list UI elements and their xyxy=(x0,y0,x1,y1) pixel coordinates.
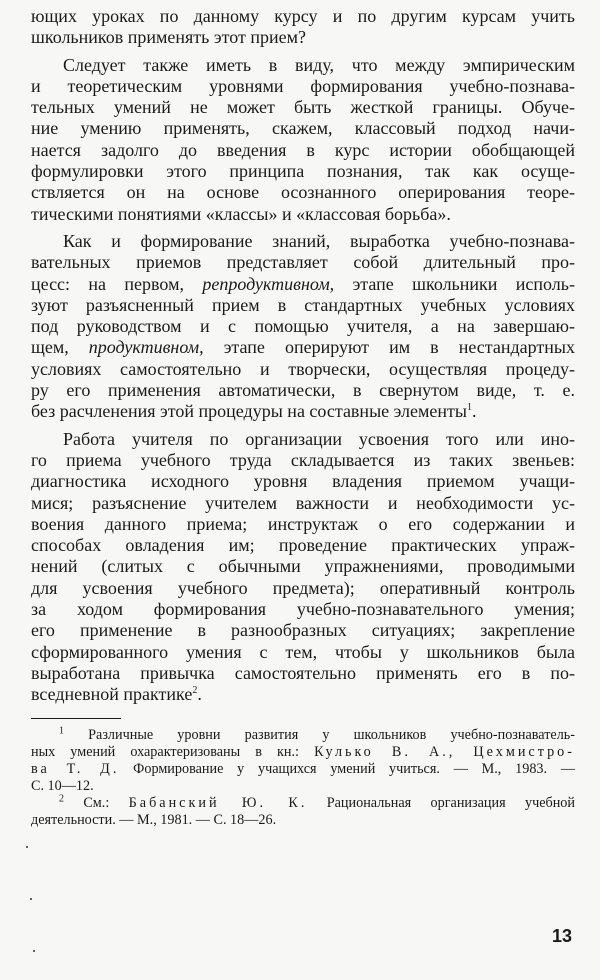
footnote-ref-2: 2 xyxy=(192,685,198,697)
text-line: цесс: на первом, репродуктивном, этапе школьники исполь- xyxy=(31,273,575,294)
page-number: 13 xyxy=(551,926,572,946)
text-line: ющих уроках по данному курсу и по другим курсам учить xyxy=(31,6,575,26)
emphasis-reproductive: репродуктивном, xyxy=(202,273,335,294)
footnote-line: $^1$ Различные уровни развития у школьников учебно-познаватель- xyxy=(59,724,575,743)
footnote-line: С. 10—12. xyxy=(31,777,94,794)
text-line: за ходом формирования учебно-познавательного умения; xyxy=(31,599,575,620)
footnote-line: деятельности. — М., 1981. — С. 18—26. xyxy=(31,811,277,828)
text-line: зуют разъясненный прием в стандартных учебных условиях xyxy=(31,294,575,315)
footnote-line: $^2$ См.: Бабанский Ю. К. Рациональная организация учебной xyxy=(59,792,575,811)
text-line: воения данного приема; инструктаж о его содержании и xyxy=(31,513,575,534)
text-line: мися; разъяснение учителем важности и необходимости ус- xyxy=(31,492,575,513)
emphasis-productive: продуктивном, xyxy=(88,337,204,358)
text-line: условиях самостоятельно и творчески, осуществляя процеду- xyxy=(31,358,575,379)
text-line: Следует также иметь в виду, что между эмпирическим xyxy=(63,54,575,75)
paragraph-teacher-work xyxy=(31,429,575,706)
text-line: под руководством и с помощью учителя, а на завершаю- xyxy=(31,316,575,337)
footnote-2 xyxy=(31,792,575,829)
text-line: тическими понятиями «классы» и «классовая борьба». xyxy=(31,203,451,224)
paragraph-continuation xyxy=(31,6,575,49)
text-line: ру его применения автоматически, в свернутом виде, т. е. xyxy=(31,380,575,401)
text-line: Как и формирование знаний, выработка учебно-познава- xyxy=(63,230,575,251)
text-line: диагностика исходного уровня владения приемом учащи- xyxy=(31,471,575,492)
text-line: го приема учебного труда складывается из таких звеньев: xyxy=(31,449,575,470)
page-body xyxy=(31,6,575,829)
scan-speck xyxy=(30,898,32,900)
text-line: ние умению применять, скажем, классовый подход начи- xyxy=(31,118,575,139)
text-line: для усвоения учебного предмета); оперативный контроль xyxy=(31,577,575,598)
text-line: Работа учителя по организации усвоения того или ино- xyxy=(63,428,575,449)
scan-speck xyxy=(26,846,28,848)
text-line: тельных умений не может быть жесткой границы. Обуче- xyxy=(31,97,575,118)
text-line: ствляется он на основе осознанного оперирования теоре- xyxy=(31,182,575,203)
paragraph-levels xyxy=(31,55,575,225)
text-line: вательных приемов представляет собой длительный про- xyxy=(31,252,575,273)
text-line: нается задолго до введения в курс истории обобщающей xyxy=(31,139,575,160)
scan-speck xyxy=(33,950,35,952)
footnote-1 xyxy=(31,724,576,795)
text-line: нений (слитых с обычными упражнениями, проводимыми xyxy=(31,556,575,577)
text-line: способах овладения им; проведение практических упраж- xyxy=(31,535,575,556)
footnote-line: ва Т. Д. Формирование у учащихся умений учиться. — М., 1983. — xyxy=(31,760,576,777)
footnote-ref-1: 1 xyxy=(467,402,472,414)
text-line: сформированного умения с тем, чтобы у школьников была xyxy=(31,641,575,662)
text-line: формулировки этого принципа познания, так как осуще- xyxy=(31,161,575,182)
footnote-divider xyxy=(31,718,121,719)
text-line: без расчленения этой процедуры на составные элементы$^1$. xyxy=(31,401,477,422)
footnote-line: ных умений охарактеризованы в кн.: Кулько В. А., Цехмистро- xyxy=(31,743,576,760)
text-line: выработана привычка самостоятельно применять его в по- xyxy=(31,662,575,683)
text-line: школьников применять этот прием? xyxy=(31,27,306,48)
paragraph-stages xyxy=(31,231,575,423)
text-line: и теоретическим уровнями формирования учебно-познава- xyxy=(31,75,575,96)
text-line: щем, продуктивном, этапе оперируют им в нестандартных xyxy=(31,337,575,358)
text-line: его применение в разнообразных ситуациях; закрепление xyxy=(31,620,575,641)
text-line: вседневной практике$^2$. xyxy=(31,684,202,705)
